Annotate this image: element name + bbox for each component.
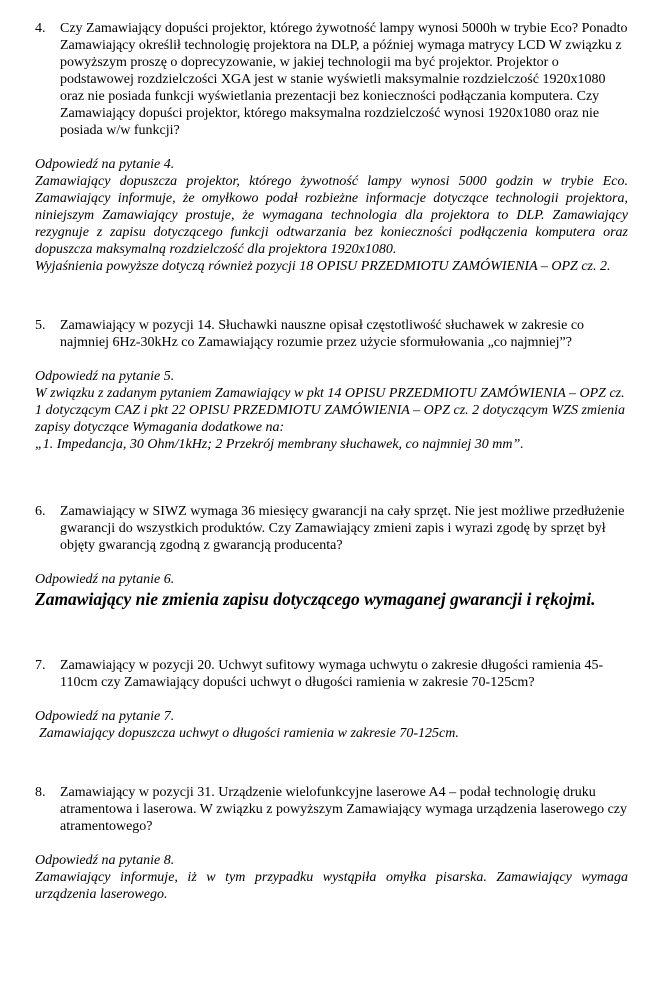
question-text: Zamawiający w SIWZ wymaga 36 miesięcy gwarancji na cały sprzęt. Nie jest możliwe przedłużenie gwarancji do wszystkich produktów. Czy Zamawiający zmieni zapis i wyrazi zgodę by sprzęt był objęty gwarancją zgodną z gwarancją producenta? [60, 504, 625, 553]
answer-note-4: Wyjaśnienia powyższe dotyczą również pozycji 18 OPISU PRZEDMIOTU ZAMÓWIENIA – OPZ cz. 2. [35, 259, 611, 274]
question-text: Zamawiający w pozycji 14. Słuchawki nauszne opisał częstotliwość słuchawek w zakresie co najmniej 6Hz-30kHz co Zamawiający rozumie przez użycie sformułowania „co najmniej”? [60, 318, 585, 350]
question-text: Czy Zamawiający dopuści projektor, którego żywotność lampy wynosi 5000h w trybie Eco? Ponadto Zamawiający określił technologię projektora na DLP, a później wymaga matrycy LCD W związku z powyższym proszę o doprecyzowanie, w jakiej technologii ma być projektor. Projektor o podstawowej rozdzielczości XGA jest w stanie wyświetli maksymalnie rozdzielczość 1920x1080 oraz nie posiada funkcji wyświetlania prezentacji bez konieczności podłączania komputera. Czy Zamawiający dopuści projektor, którego maksymalna rozdzielczość wynosi 1920x1080 oraz nie posiada w/w funkcji? [60, 21, 628, 138]
answer-label-7: Odpowiedź na pytanie 7. [35, 709, 175, 724]
answer-text-8: Zamawiający informuje, iż w tym przypadku wystąpiła omyłka pisarska. Zamawiający wymaga urządzenia laserowego. [35, 870, 628, 902]
question-number: 7. [35, 658, 46, 673]
question-number: 5. [35, 318, 46, 333]
answer-note-5: „1. Impedancja, 30 Ohm/1kHz; 2 Przekrój membrany słuchawek, co najmniej 30 mm”. [35, 437, 524, 452]
answer-label-8: Odpowiedź na pytanie 8. [35, 853, 175, 868]
question-number: 8. [35, 785, 46, 800]
answer-label-6: Odpowiedź na pytanie 6. [35, 572, 175, 587]
question-text: Zamawiający w pozycji 20. Uchwyt sufitowy wymaga uchwytu o zakresie długości ramienia 45-110cm czy Zamawiający dopuści uchwyt o długości ramienia w zakresie 70-125cm? [60, 658, 604, 690]
qa-item-7 [35, 657, 628, 742]
question-number: 6. [35, 504, 46, 519]
question-number: 4. [35, 21, 46, 36]
qa-item-8 [35, 784, 628, 903]
qa-item-6 [35, 503, 628, 611]
answer-text-5: W związku z zadanym pytaniem Zamawiający w pkt 14 OPISU PRZEDMIOTU ZAMÓWIENIA – OPZ cz. 1 dotyczącym CAZ i pkt 22 OPISU PRZEDMIOTU ZAMÓWIENIA – OPZ cz. 2 dotyczącym WZS zmienia zapisy dotyczące Wymagania dodatkowe na: [35, 386, 625, 435]
qa-item-4 [35, 20, 628, 275]
question-8 [35, 784, 628, 835]
answer-label-5: Odpowiedź na pytanie 5. [35, 369, 175, 384]
question-5 [35, 317, 628, 351]
question-7 [35, 657, 628, 691]
answer-text-6: Zamawiający nie zmienia zapisu dotyczącego wymaganej gwarancji i rękojmi. [35, 589, 596, 609]
answer-text-4: Zamawiający dopuszcza projektor, którego żywotność lampy wynosi 5000 godzin w trybie Eco. Zamawiający informuje, że omyłkowo podał rozbieżne informacje dotyczące technologii projektora, niniejszym Zamawiający prostuje, że wymagana technologia dla projektora to DLP. Zamawiający rezygnuje z zapisu dotyczącego funkcji odtwarzania bez konieczności podłączenia komputera oraz dopuszcza maksymalną rozdzielczość dla projektora 1920x1080. [35, 174, 628, 257]
answer-text-7: Zamawiający dopuszcza uchwyt o długości ramienia w zakresie 70-125cm. [39, 726, 459, 741]
qa-item-5 [35, 317, 628, 453]
question-text: Zamawiający w pozycji 31. Urządzenie wielofunkcyjne laserowe A4 – podał technologię druku atramentowa i laserowa. W związku z powyższym Zamawiający wymaga urządzenia laserowego czy atramentowego? [60, 785, 628, 834]
answer-label-4: Odpowiedź na pytanie 4. [35, 157, 175, 172]
question-4 [35, 20, 628, 139]
question-6 [35, 503, 628, 554]
